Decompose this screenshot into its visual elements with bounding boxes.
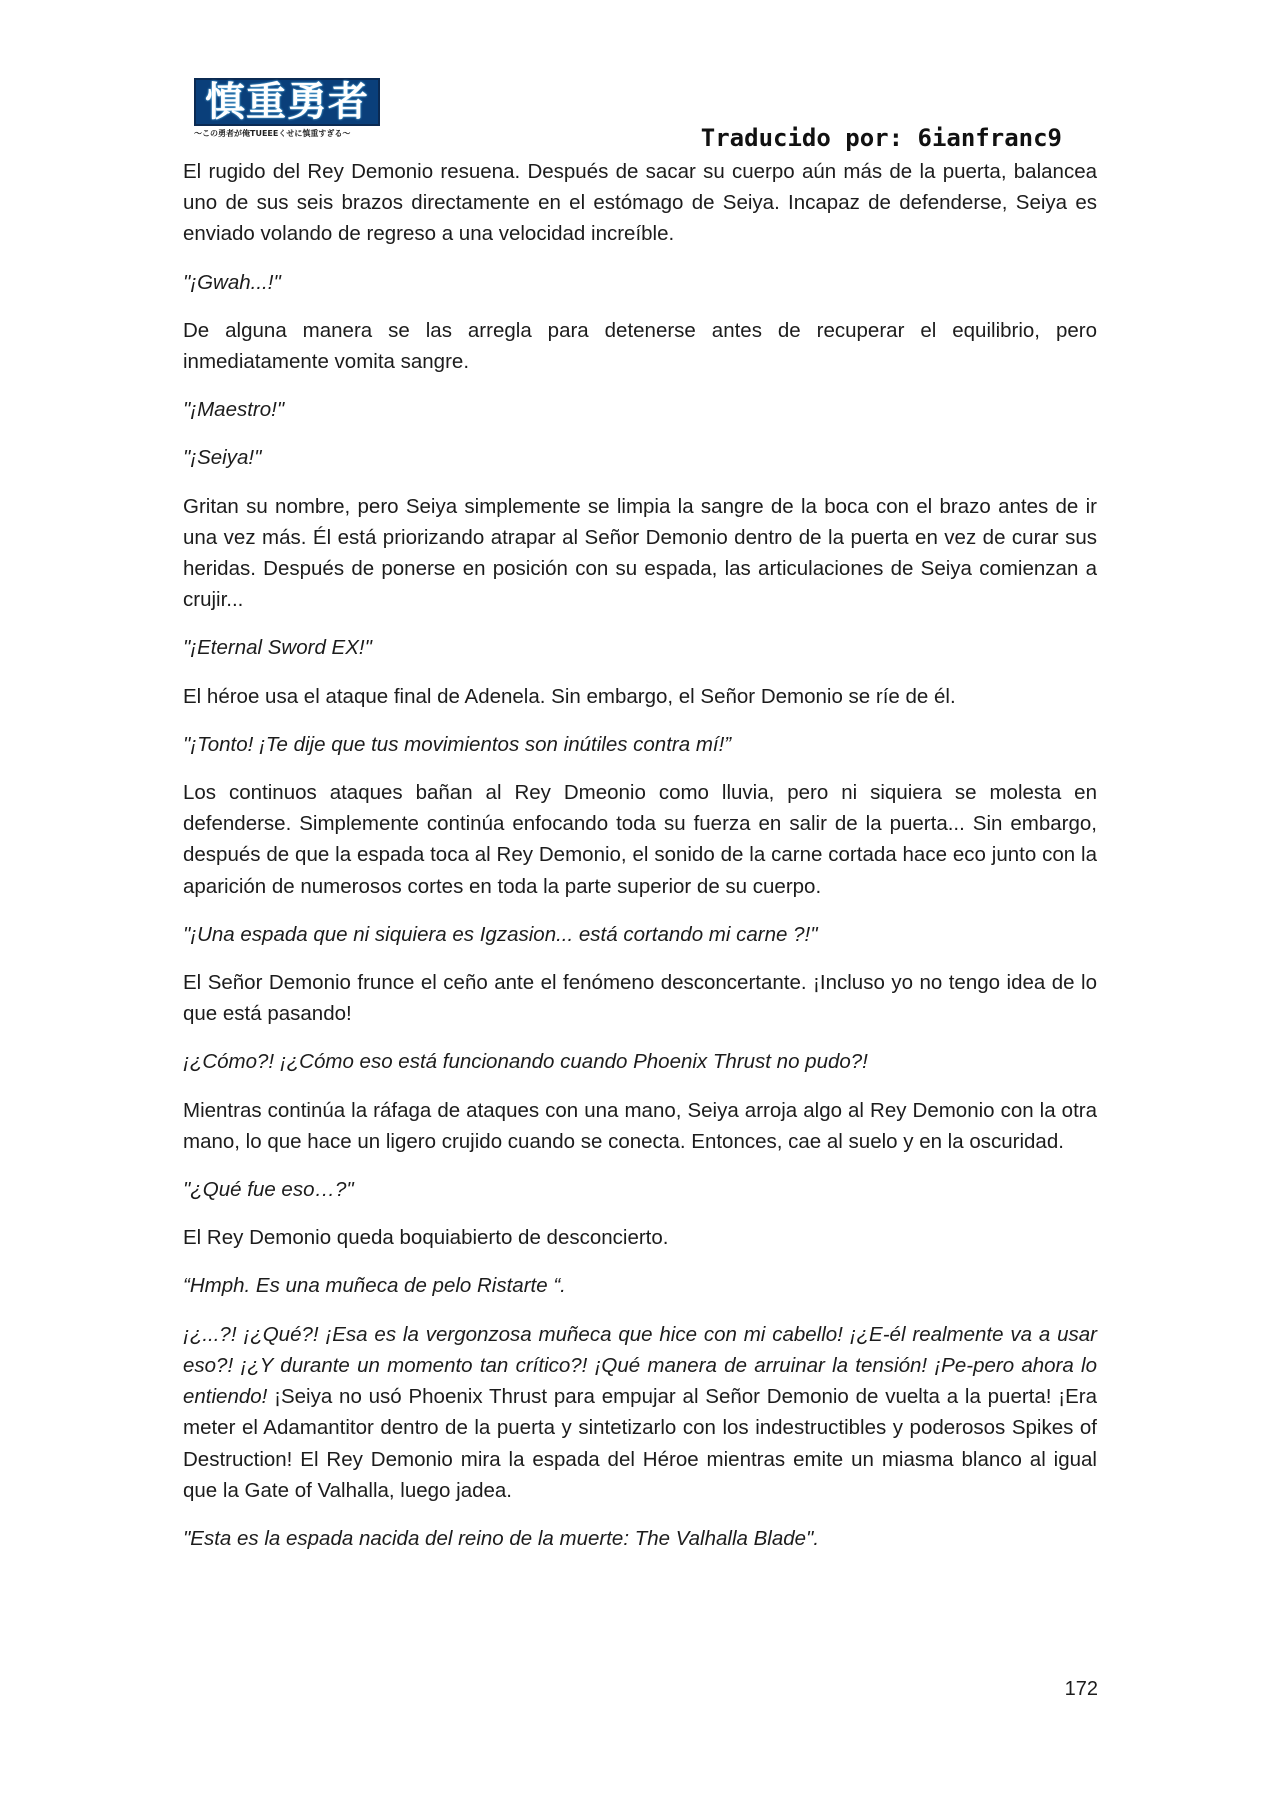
dialogue-line: "¡Seiya!" [183,446,262,470]
closing-dialogue-line: "Esta es la espada nacida del reino de la muerte: The Valhalla Blade". [183,1526,820,1550]
logo-subtitle: 〜この勇者が俺TUEEEくせに慎重すぎる〜 [194,129,351,138]
dialogue-line: "¡Eternal Sword EX!" [183,636,372,660]
inner-thought-line: ¡¿Cómo?! ¡¿Cómo eso está funcionando cuando Phoenix Thrust no pudo?! [183,1050,868,1074]
narration-text: ¡Seiya no usó Phoenix Thrust para empujar al Señor Demonio de vuelta a la puerta! ¡Era meter el Adamantitor dentro de la puerta y sintetizarlo con los indestructibles y poderosos Spikes of Destruction! El Rey Demonio mira la espada del Héroe mientras emite un miasma blanco al igual que la Gate of Valhalla, luego jadea. [183,1385,1097,1502]
dialogue-line: "¡Tonto! ¡Te dije que tus movimientos son inútiles contra mí!” [183,732,732,756]
dialogue-line: "¡Maestro!" [183,398,285,422]
paragraph: Mientras continúa la ráfaga de ataques con una mano, Seiya arroja algo al Rey Demonio con la otra mano, lo que hace un ligero crujido cuando se conecta. Entonces, cae al suelo y en la oscuridad. [183,1098,1097,1153]
paragraph: El héroe usa el ataque final de Adenela. Sin embargo, el Señor Demonio se ríe de él. [183,684,956,708]
dialogue-line: "¡Una espada que ni siquiera es Igzasion... está cortando mi carne ?!" [183,922,818,946]
dialogue-line: "¿Qué fue eso…?" [183,1178,354,1202]
inner-thought-text: ¡¿...?! ¡¿Qué?! ¡Esa es la vergonzosa muñeca que hice con mi cabello! ¡¿E-él realmente va a usar eso?! ¡¿Y durante un momento tan crítico?! ¡Qué manera de arruinar la tensión! ¡Pe-pero ahora lo entiendo! [183,1322,1097,1409]
series-logo [194,78,384,144]
dialogue-line: "¡Gwah...!" [183,270,281,294]
dialogue-line: “Hmph. Es una muñeca de pelo Ristarte “. [183,1274,566,1298]
logo-title: 慎重勇者 [194,78,380,126]
paragraph: Los continuos ataques bañan al Rey Dmeonio como lluvia, pero ni siquiera se molesta en defenderse. Simplemente continúa enfocando toda su fuerza en salir de la puerta... Sin embargo, después de que la espada toca al Rey Demonio, el sonido de la carne cortada hace eco junto con la aparición de numerosos cortes en toda la parte superior de su cuerpo. [183,781,1097,898]
paragraph: El Rey Demonio queda boquiabierto de desconcierto. [183,1226,669,1250]
paragraph: De alguna manera se las arregla para detenerse antes de recuperar el equilibrio, pero inmediatamente vomita sangre. [183,318,1097,374]
page-number: 172 [1064,1678,1098,1700]
paragraph: El Señor Demonio frunce el ceño ante el fenómeno desconcertante. ¡Incluso yo no tengo idea de lo que está pasando! [183,971,1097,1026]
paragraph: El rugido del Rey Demonio resuena. Después de sacar su cuerpo aún más de la puerta, balancea uno de sus seis brazos directamente en el estómago de Seiya. Incapaz de defenderse, Seiya es enviado volando de regreso a una velocidad increíble. [183,160,1097,246]
body-text [183,156,1097,1571]
paragraph: Gritan su nombre, pero Seiya simplemente se limpia la sangre de la boca con el brazo antes de ir una vez más. Él está priorizando atrapar al Señor Demonio dentro de la puerta en vez de curar sus heridas. Después de ponerse en posición con su espada, las articulaciones de Seiya comienzan a crujir... [183,494,1097,612]
translator-credit: Traducido por: 6ianfranc9 [700,124,1062,152]
mixed-paragraph [183,1319,1097,1506]
